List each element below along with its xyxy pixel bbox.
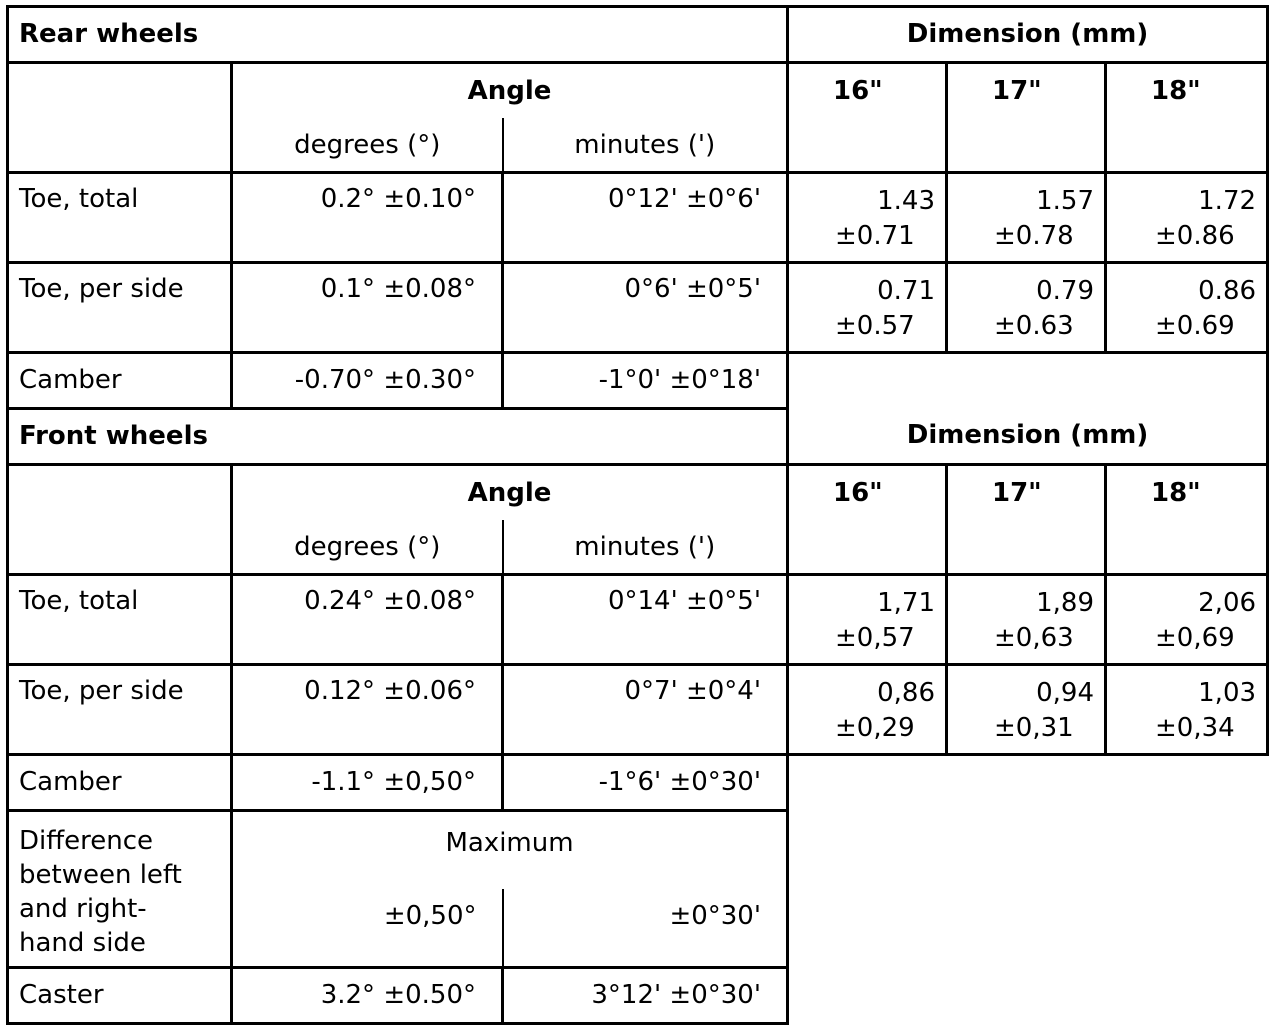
rear-angle-header: Angle bbox=[232, 63, 788, 118]
dim-tolerance: ±0.69 bbox=[1155, 311, 1235, 341]
rear-size-16: 16" bbox=[788, 63, 947, 173]
rear-size-17: 17" bbox=[947, 63, 1106, 173]
dim-tolerance: ±0.71 bbox=[835, 221, 915, 251]
difference-label-line: Difference bbox=[19, 826, 154, 856]
front-dimension-header: Dimension (mm) bbox=[788, 409, 1268, 465]
dim-value: 1,89 bbox=[1036, 588, 1094, 618]
rear-toe-total-16 bbox=[788, 173, 947, 263]
rear-toe-per-side-min: 0°6' ±0°5' bbox=[503, 263, 788, 353]
dim-tolerance: ±0,57 bbox=[835, 623, 915, 653]
front-header-blank bbox=[8, 465, 232, 575]
difference-label-line: between left bbox=[19, 860, 182, 890]
difference-label-line: and right- bbox=[19, 894, 147, 924]
front-angle-header-row bbox=[8, 465, 1268, 520]
rear-section-header bbox=[8, 7, 1268, 63]
front-degrees-header: degrees (°) bbox=[232, 520, 503, 575]
rear-degrees-header: degrees (°) bbox=[232, 118, 503, 173]
rear-wheels-title: Rear wheels bbox=[8, 7, 788, 63]
rear-angle-header-row bbox=[8, 63, 1268, 118]
front-toe-total-18 bbox=[1106, 575, 1268, 665]
caster-deg: 3.2° ±0.50° bbox=[232, 968, 503, 1024]
rear-size-18: 18" bbox=[1106, 63, 1268, 173]
table-row bbox=[8, 263, 1268, 353]
front-toe-per-side-min: 0°7' ±0°4' bbox=[503, 665, 788, 755]
front-toe-total-label: Toe, total bbox=[8, 575, 232, 665]
table-row bbox=[8, 353, 1268, 409]
rear-toe-per-side-deg: 0.1° ±0.08° bbox=[232, 263, 503, 353]
front-camber-deg: -1.1° ±0,50° bbox=[232, 755, 503, 811]
front-toe-per-side-deg: 0.12° ±0.06° bbox=[232, 665, 503, 755]
rear-minutes-header: minutes (') bbox=[503, 118, 788, 173]
dim-tolerance: ±0,29 bbox=[835, 713, 915, 743]
front-toe-total-min: 0°14' ±0°5' bbox=[503, 575, 788, 665]
rear-toe-total-18 bbox=[1106, 173, 1268, 263]
front-camber-label: Camber bbox=[8, 755, 232, 811]
front-toe-per-side-17 bbox=[947, 665, 1106, 755]
dim-value: 0,86 bbox=[877, 678, 935, 708]
dim-tolerance: ±0.86 bbox=[1155, 221, 1235, 251]
front-lower-blank bbox=[788, 755, 1268, 1024]
rear-camber-blank bbox=[788, 353, 1268, 409]
difference-label bbox=[8, 811, 232, 968]
caster-label: Caster bbox=[8, 968, 232, 1024]
dim-value: 1,03 bbox=[1198, 678, 1257, 708]
rear-toe-per-side-17 bbox=[947, 263, 1106, 353]
dim-value: 0.79 bbox=[1036, 276, 1094, 306]
front-toe-per-side-16 bbox=[788, 665, 947, 755]
dim-tolerance: ±0,63 bbox=[994, 623, 1074, 653]
caster-min: 3°12' ±0°30' bbox=[503, 968, 788, 1024]
front-angle-header: Angle bbox=[232, 465, 788, 520]
front-toe-per-side-18 bbox=[1106, 665, 1268, 755]
dim-value: 1.43 bbox=[877, 186, 935, 216]
rear-toe-total-label: Toe, total bbox=[8, 173, 232, 263]
wheel-alignment-table bbox=[6, 5, 1269, 1025]
dim-tolerance: ±0,34 bbox=[1155, 713, 1235, 743]
dim-value: 0,94 bbox=[1036, 678, 1094, 708]
rear-camber-deg: -0.70° ±0.30° bbox=[232, 353, 503, 409]
rear-toe-per-side-18 bbox=[1106, 263, 1268, 353]
difference-deg: ±0,50° bbox=[232, 889, 503, 968]
front-size-18: 18" bbox=[1106, 465, 1268, 575]
rear-toe-per-side-label: Toe, per side bbox=[8, 263, 232, 353]
front-toe-total-16 bbox=[788, 575, 947, 665]
dim-value: 1.57 bbox=[1036, 186, 1094, 216]
front-size-16: 16" bbox=[788, 465, 947, 575]
dim-tolerance: ±0.63 bbox=[994, 311, 1074, 341]
dim-tolerance: ±0,69 bbox=[1155, 623, 1235, 653]
dim-tolerance: ±0,31 bbox=[994, 713, 1074, 743]
rear-toe-per-side-16 bbox=[788, 263, 947, 353]
difference-label-line: hand side bbox=[19, 928, 146, 958]
front-wheels-title: Front wheels bbox=[8, 409, 788, 465]
front-section-header bbox=[8, 409, 1268, 465]
table-row bbox=[8, 665, 1268, 755]
rear-toe-total-min: 0°12' ±0°6' bbox=[503, 173, 788, 263]
rear-camber-label: Camber bbox=[8, 353, 232, 409]
rear-header-blank bbox=[8, 63, 232, 173]
front-toe-total-deg: 0.24° ±0.08° bbox=[232, 575, 503, 665]
rear-toe-total-deg: 0.2° ±0.10° bbox=[232, 173, 503, 263]
table-row bbox=[8, 575, 1268, 665]
rear-dimension-header: Dimension (mm) bbox=[788, 7, 1268, 63]
dim-value: 1.72 bbox=[1198, 186, 1257, 216]
front-camber-min: -1°6' ±0°30' bbox=[503, 755, 788, 811]
rear-camber-min: -1°0' ±0°18' bbox=[503, 353, 788, 409]
front-toe-per-side-label: Toe, per side bbox=[8, 665, 232, 755]
front-minutes-header: minutes (') bbox=[503, 520, 788, 575]
front-size-17: 17" bbox=[947, 465, 1106, 575]
dim-value: 2,06 bbox=[1198, 588, 1257, 618]
dim-value: 0.71 bbox=[877, 276, 935, 306]
difference-min: ±0°30' bbox=[503, 889, 788, 968]
difference-maximum: Maximum bbox=[232, 811, 788, 889]
table-row bbox=[8, 755, 1268, 811]
dim-value: 0.86 bbox=[1198, 276, 1257, 306]
rear-toe-total-17 bbox=[947, 173, 1106, 263]
front-toe-total-17 bbox=[947, 575, 1106, 665]
dim-tolerance: ±0.78 bbox=[994, 221, 1074, 251]
dim-tolerance: ±0.57 bbox=[835, 311, 915, 341]
table-row bbox=[8, 173, 1268, 263]
dim-value: 1,71 bbox=[877, 588, 935, 618]
